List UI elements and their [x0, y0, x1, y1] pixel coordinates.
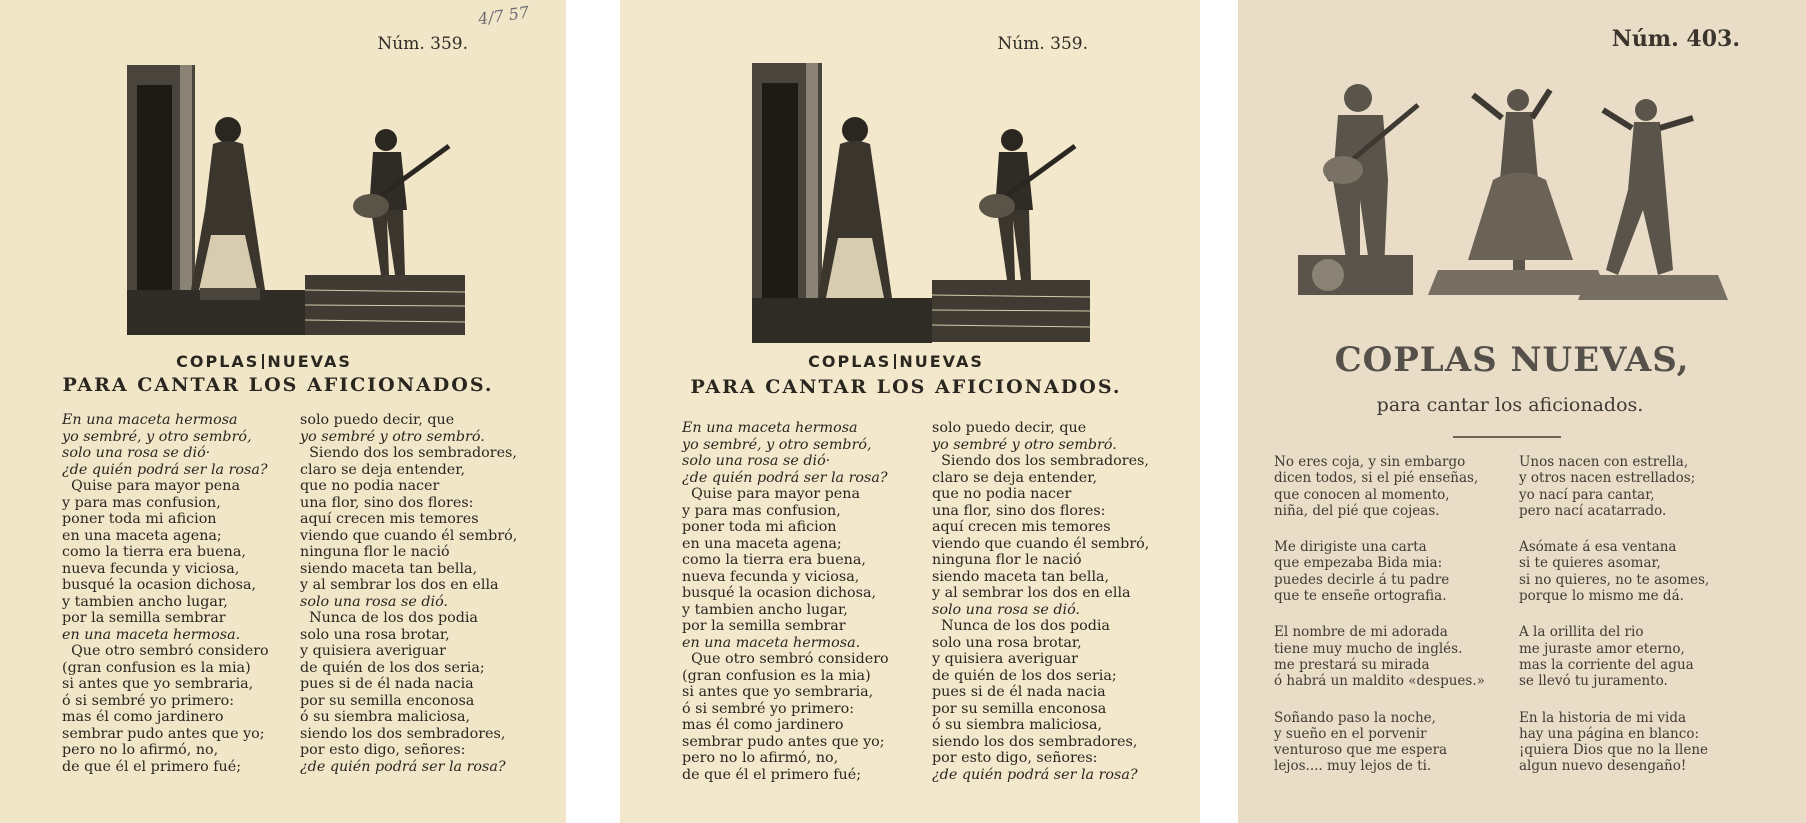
- poem-line: mas él como jardinero: [62, 709, 224, 725]
- poem-line: nueva fecunda y viciosa,: [682, 568, 860, 585]
- poem-line: No eres coja, y sin embargo: [1274, 454, 1466, 470]
- poem-line: tiene muy mucho de inglés.: [1274, 640, 1463, 657]
- poem-line: ¿de quién podrá ser la rosa?: [932, 766, 1138, 783]
- poem-line: me juraste amor eterno,: [1519, 640, 1685, 657]
- title-divider: [894, 354, 896, 369]
- poem-line: mas él como jardinero: [682, 717, 844, 733]
- poem-line: Nunca de los dos podia: [932, 618, 1110, 634]
- poem-line: Quise para mayor pena: [62, 478, 240, 494]
- poem-line: siendo los dos sembradores,: [932, 733, 1138, 750]
- poem-line: niña, del pié que cojeas.: [1274, 502, 1440, 519]
- poem-line: en una maceta hermosa.: [682, 634, 861, 651]
- woodcut-guitarist-and-dancers: [1288, 70, 1728, 320]
- poem-line: Unos nacen con estrella,: [1519, 454, 1689, 470]
- poem-line: ó habrá un maldito «despues.»: [1274, 673, 1485, 690]
- poem-line: y para mas confusion,: [682, 502, 841, 519]
- title-line-2: para cantar los aficionados.: [1376, 394, 1644, 416]
- stanza: [1274, 539, 1485, 604]
- poem-line: Siendo dos los sembradores,: [300, 445, 517, 461]
- title-line-1: COPLAS NUEVAS,: [1334, 340, 1690, 380]
- poem-line: yo nací para cantar,: [1519, 486, 1655, 503]
- poem-line: Que otro sembró considero: [682, 651, 889, 667]
- poem-line: en una maceta agena;: [682, 535, 842, 552]
- title-word-coplas: COPLAS: [808, 352, 892, 371]
- poem-line: ninguna flor le nació: [300, 544, 450, 560]
- poem-line: ó si sembré yo primero:: [62, 692, 235, 709]
- poem-line: y al sembrar los dos en ella: [300, 577, 499, 593]
- poem-line: claro se deja entender,: [932, 469, 1098, 486]
- poem-line: solo una rosa se dió.: [932, 601, 1080, 618]
- poem-line: y tambien ancho lugar,: [682, 601, 848, 618]
- woodcut-woman-and-guitarist: [125, 60, 465, 340]
- poem-line: yo sembré y otro sembró.: [300, 428, 485, 445]
- title-divider: [262, 354, 264, 369]
- poem-line: ¿de quién podrá ser la rosa?: [62, 461, 268, 478]
- poem-line: (gran confusion es la mia): [682, 667, 871, 684]
- poem-line: siendo maceta tan bella,: [300, 560, 478, 577]
- title-word-nuevas: NUEVAS: [899, 352, 984, 371]
- poem-line: y para mas confusion,: [62, 494, 221, 511]
- poem-line: yo sembré, y otro sembró,: [682, 436, 872, 453]
- page-number: Núm. 403.: [1611, 26, 1740, 52]
- poem-line: algun nuevo desengaño!: [1519, 758, 1687, 775]
- title-line-2: PARA CANTAR LOS AFICIONADOS.: [62, 374, 494, 396]
- poem-line: por su semilla enconosa: [300, 692, 475, 709]
- poem-line: y quisiera averiguar: [932, 651, 1079, 667]
- poem-right-column: [932, 420, 1149, 783]
- poem-line: en una maceta agena;: [62, 527, 222, 544]
- poem-line: A la orillita del rio: [1519, 624, 1644, 641]
- poem-line: ninguna flor le nació: [932, 552, 1082, 568]
- poem-left-column: [682, 420, 889, 783]
- poem-line: hay una página en blanco:: [1519, 725, 1699, 742]
- poem-line: de quién de los dos seria;: [300, 659, 485, 676]
- poem-line: de quién de los dos seria;: [932, 667, 1117, 684]
- poem-line: En la historia de mi vida: [1519, 709, 1687, 726]
- poem-line: pues si de él nada nacia: [300, 676, 474, 692]
- poem-line: pues si de él nada nacia: [932, 684, 1106, 700]
- poem-line: nueva fecunda y viciosa,: [62, 560, 240, 577]
- poem-line: pero nací acatarrado.: [1519, 502, 1667, 519]
- stanza: [1274, 710, 1485, 775]
- page-number: Núm. 359.: [997, 34, 1088, 54]
- poem-line: yo sembré, y otro sembró,: [62, 428, 252, 445]
- title-rule: [1453, 436, 1561, 438]
- poem-line: por la semilla sembrar: [682, 618, 846, 634]
- poem-line: y otros nacen estrellados;: [1519, 470, 1696, 487]
- poem-line: si te quieres asomar,: [1519, 555, 1661, 572]
- poem-line: busqué la ocasion dichosa,: [682, 585, 877, 601]
- poem-line: ó su siembra maliciosa,: [932, 717, 1103, 733]
- poem-line: se llevó tu juramento.: [1519, 673, 1668, 690]
- poem-right-column: [300, 412, 517, 775]
- poem-line: siendo los dos sembradores,: [300, 725, 506, 742]
- poem-line: Nunca de los dos podia: [300, 610, 478, 626]
- poem-line: si no quieres, no te asomes,: [1519, 571, 1710, 588]
- poem-line: Quise para mayor pena: [682, 486, 860, 502]
- poem-line: me prestará su mirada: [1274, 656, 1430, 673]
- poem-line: siendo maceta tan bella,: [932, 568, 1110, 585]
- poem-line: claro se deja entender,: [300, 461, 466, 478]
- poem-line: poner toda mi aficion: [682, 519, 837, 535]
- title-word-coplas: COPLAS: [176, 352, 260, 371]
- poem-line: En una maceta hermosa: [682, 420, 858, 436]
- poem-line: por esto digo, señores:: [300, 742, 466, 758]
- poem-line: Asómate á esa ventana: [1519, 539, 1677, 556]
- title-word-nuevas: NUEVAS: [267, 352, 352, 371]
- poem-line: y tambien ancho lugar,: [62, 593, 228, 610]
- woodcut-woman-and-guitarist: [750, 58, 1090, 348]
- broadside-page-2: [620, 0, 1200, 823]
- poem-line: ó si sembré yo primero:: [682, 700, 855, 717]
- poem-line: puedes decirle á tu padre: [1274, 571, 1450, 588]
- poem-line: lejos.... muy lejos de ti.: [1274, 758, 1432, 775]
- poem-line: pero no lo afirmó, no,: [682, 750, 839, 766]
- poem-line: ¿de quién podrá ser la rosa?: [300, 758, 506, 775]
- poem-line: una flor, sino dos flores:: [932, 502, 1106, 519]
- poem-line: y al sembrar los dos en ella: [932, 585, 1131, 601]
- poem-line: Soñando paso la noche,: [1274, 709, 1436, 726]
- poem-line: porque lo mismo me dá.: [1519, 588, 1684, 605]
- poem-line: yo sembré y otro sembró.: [932, 436, 1117, 453]
- poem-line: ¡quiera Dios que no la llene: [1519, 742, 1709, 759]
- poem-line: dicen todos, si el pié enseñas,: [1274, 470, 1479, 487]
- stanza: [1274, 454, 1485, 519]
- poem-line: como la tierra era buena,: [682, 552, 866, 568]
- poem-line: sembrar pudo antes que yo;: [682, 733, 885, 750]
- torn-edge: [566, 0, 580, 823]
- poem-line: si antes que yo sembraria,: [62, 676, 254, 692]
- handwritten-note: 4/7 57: [476, 2, 531, 29]
- poem-line: que te enseñe ortografia.: [1274, 588, 1447, 605]
- poem-line: solo una rosa se dió.: [300, 593, 448, 610]
- poem-line: Me dirigiste una carta: [1274, 539, 1427, 556]
- poem-line: que no podia nacer: [932, 486, 1072, 502]
- poem-line: El nombre de mi adorada: [1274, 624, 1448, 641]
- stanza: [1274, 624, 1485, 689]
- stanza: [1519, 624, 1709, 689]
- poem-line: aquí crecen mis temores: [300, 511, 479, 527]
- poem-line: y sueño en el porvenir: [1274, 725, 1427, 742]
- poem-line: solo una rosa brotar,: [300, 626, 450, 643]
- title-line-1: [0, 352, 554, 371]
- poem-line: poner toda mi aficion: [62, 511, 217, 527]
- poem-line: pero no lo afirmó, no,: [62, 742, 219, 758]
- poem-line: Que otro sembró considero: [62, 643, 269, 659]
- poem-line: que conocen al momento,: [1274, 486, 1450, 503]
- broadside-page-3: [1238, 0, 1806, 823]
- poem-line: sembrar pudo antes que yo;: [62, 725, 265, 742]
- poem-line: viendo que cuando él sembró,: [932, 535, 1150, 552]
- poem-line: ¿de quién podrá ser la rosa?: [682, 469, 888, 486]
- stanza: [1519, 710, 1709, 775]
- poem-line: En una maceta hermosa: [62, 412, 238, 428]
- poem-line: como la tierra era buena,: [62, 544, 246, 560]
- poem-line: que empezaba Bida mia:: [1274, 555, 1443, 572]
- poem-right-column: [1519, 454, 1709, 795]
- poem-line: Siendo dos los sembradores,: [932, 453, 1149, 469]
- stanza: [1519, 539, 1709, 604]
- poem-line: ó su siembra maliciosa,: [300, 709, 471, 725]
- poem-line: que no podia nacer: [300, 478, 440, 494]
- poem-line: si antes que yo sembraria,: [682, 684, 874, 700]
- poem-line: de que él el primero fué;: [62, 758, 242, 775]
- poem-line: busqué la ocasion dichosa,: [62, 577, 257, 593]
- page-number: Núm. 359.: [377, 34, 468, 54]
- poem-line: de que él el primero fué;: [682, 766, 862, 783]
- poem-line: solo una rosa se dió·: [682, 453, 831, 469]
- title-line-1: [620, 352, 1186, 371]
- broadside-page-1: [0, 0, 580, 823]
- poem-line: solo puedo decir, que: [300, 412, 455, 428]
- poem-line: mas la corriente del agua: [1519, 656, 1694, 673]
- poem-left-column: [62, 412, 269, 775]
- poem-line: por la semilla sembrar: [62, 610, 226, 626]
- title-line-2: PARA CANTAR LOS AFICIONADOS.: [690, 376, 1122, 398]
- poem-left-column: [1274, 454, 1485, 795]
- poem-line: una flor, sino dos flores:: [300, 494, 474, 511]
- poem-line: en una maceta hermosa.: [62, 626, 241, 643]
- poem-line: solo una rosa se dió·: [62, 445, 211, 461]
- poem-line: por su semilla enconosa: [932, 700, 1107, 717]
- poem-line: (gran confusion es la mia): [62, 659, 251, 676]
- poem-line: por esto digo, señores:: [932, 750, 1098, 766]
- poem-line: y quisiera averiguar: [300, 643, 447, 659]
- poem-line: viendo que cuando él sembró,: [300, 527, 518, 544]
- poem-line: solo una rosa brotar,: [932, 634, 1082, 651]
- poem-line: aquí crecen mis temores: [932, 519, 1111, 535]
- stanza: [1519, 454, 1709, 519]
- poem-line: solo puedo decir, que: [932, 420, 1087, 436]
- poem-line: venturoso que me espera: [1274, 742, 1448, 759]
